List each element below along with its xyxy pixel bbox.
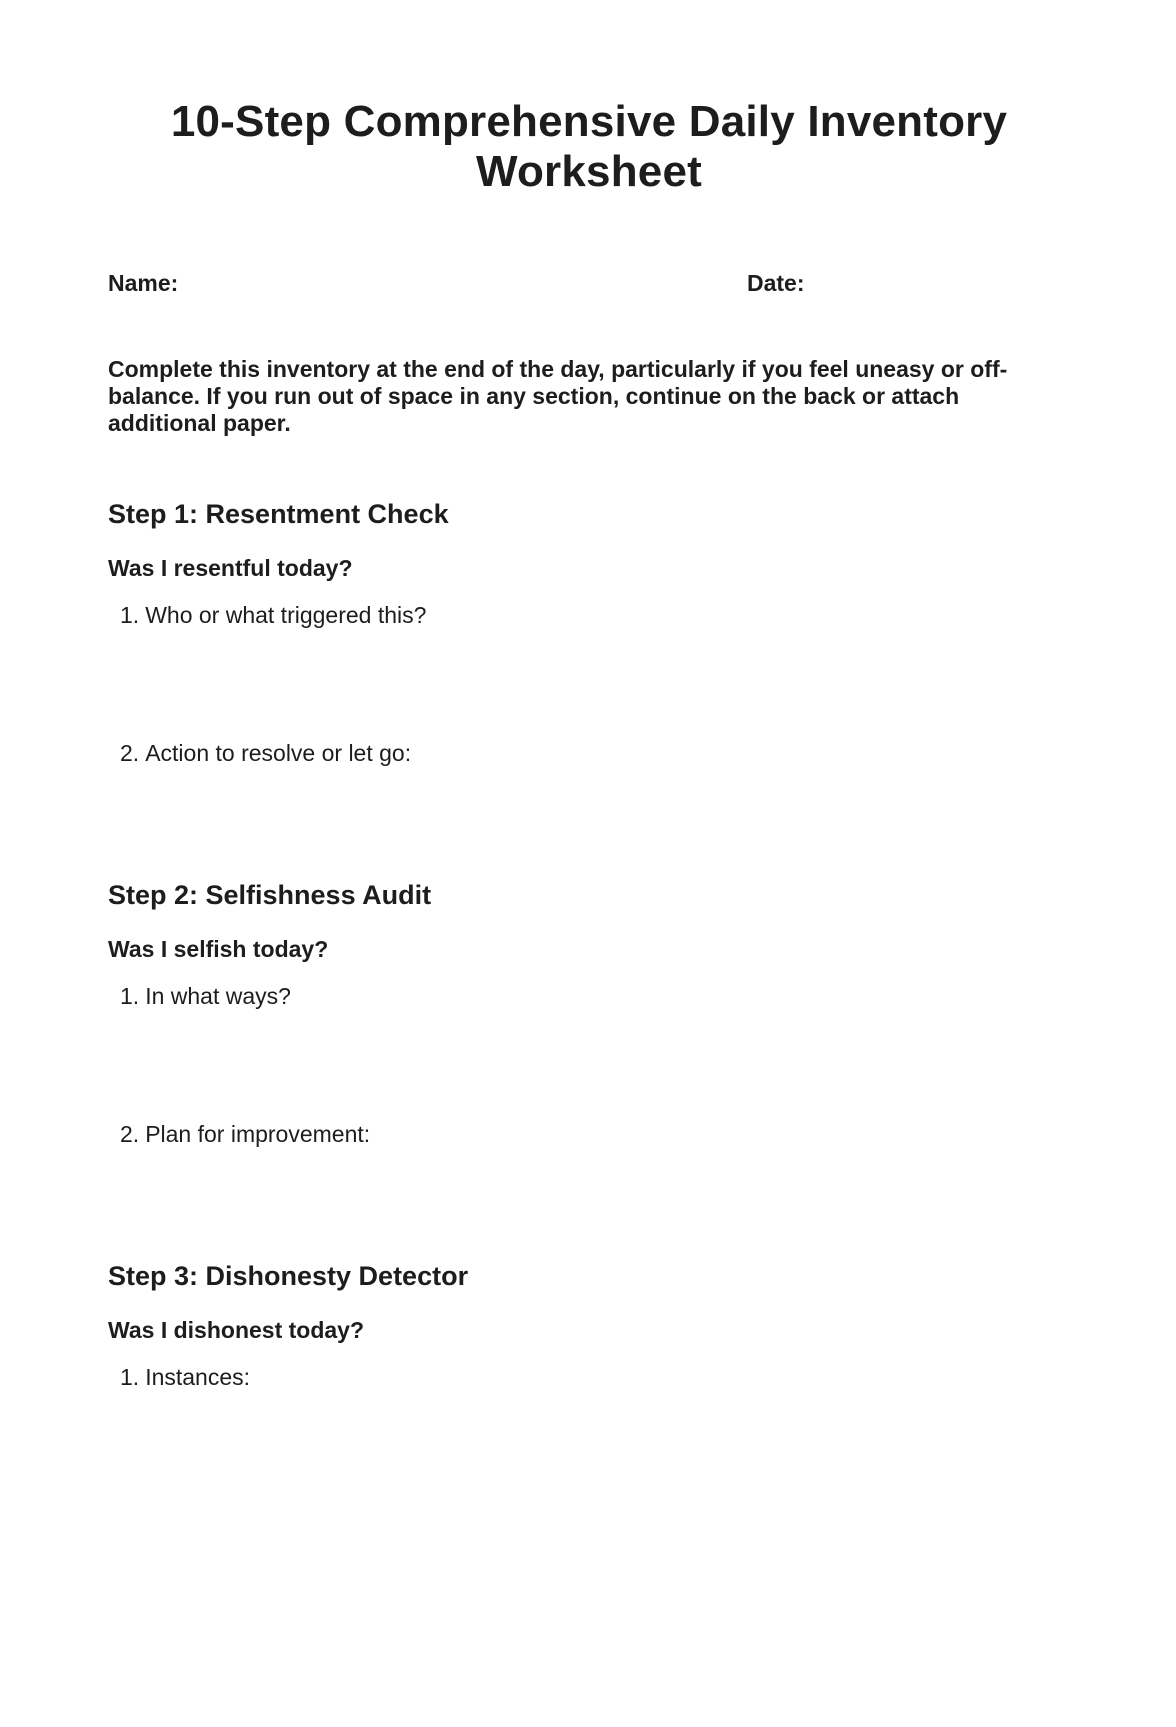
list-item bbox=[108, 1120, 1070, 1148]
list-item bbox=[108, 982, 1070, 1010]
list-item bbox=[108, 739, 1070, 767]
step-1-section bbox=[108, 498, 1070, 767]
item-number: 2. bbox=[120, 1121, 140, 1147]
item-number: 1. bbox=[120, 1364, 140, 1390]
item-text: Plan for improvement: bbox=[145, 1121, 371, 1147]
name-label: Name: bbox=[108, 270, 179, 296]
step-3-heading: Step 3: Dishonesty Detector bbox=[108, 1261, 469, 1291]
step-3-question: Was I dishonest today? bbox=[108, 1317, 365, 1343]
step-1-question: Was I resentful today? bbox=[108, 555, 353, 581]
item-number: 1. bbox=[120, 602, 140, 628]
step-3-section bbox=[108, 1260, 1070, 1391]
step-1-heading: Step 1: Resentment Check bbox=[108, 499, 449, 529]
item-text: Instances: bbox=[145, 1364, 251, 1390]
step-2-question: Was I selfish today? bbox=[108, 936, 329, 962]
item-text: Action to resolve or let go: bbox=[145, 740, 412, 766]
instructions-text: Complete this inventory at the end of the day, particularly if you feel uneasy or off-balance. If you run out of space in any section, continue on the back or attach additional paper. bbox=[108, 356, 1008, 436]
step-2-heading: Step 2: Selfishness Audit bbox=[108, 880, 432, 910]
worksheet-page bbox=[0, 97, 1176, 1727]
item-number: 1. bbox=[120, 983, 140, 1009]
step-2-section bbox=[108, 879, 1070, 1148]
page-title: 10-Step Comprehensive Daily Inventory Worksheet bbox=[170, 97, 1008, 196]
list-item bbox=[108, 1363, 1070, 1391]
name-date-row bbox=[108, 269, 1070, 297]
list-item bbox=[108, 601, 1070, 629]
item-number: 2. bbox=[120, 740, 140, 766]
item-text: Who or what triggered this? bbox=[145, 602, 427, 628]
date-label: Date: bbox=[747, 270, 805, 296]
item-text: In what ways? bbox=[145, 983, 291, 1009]
